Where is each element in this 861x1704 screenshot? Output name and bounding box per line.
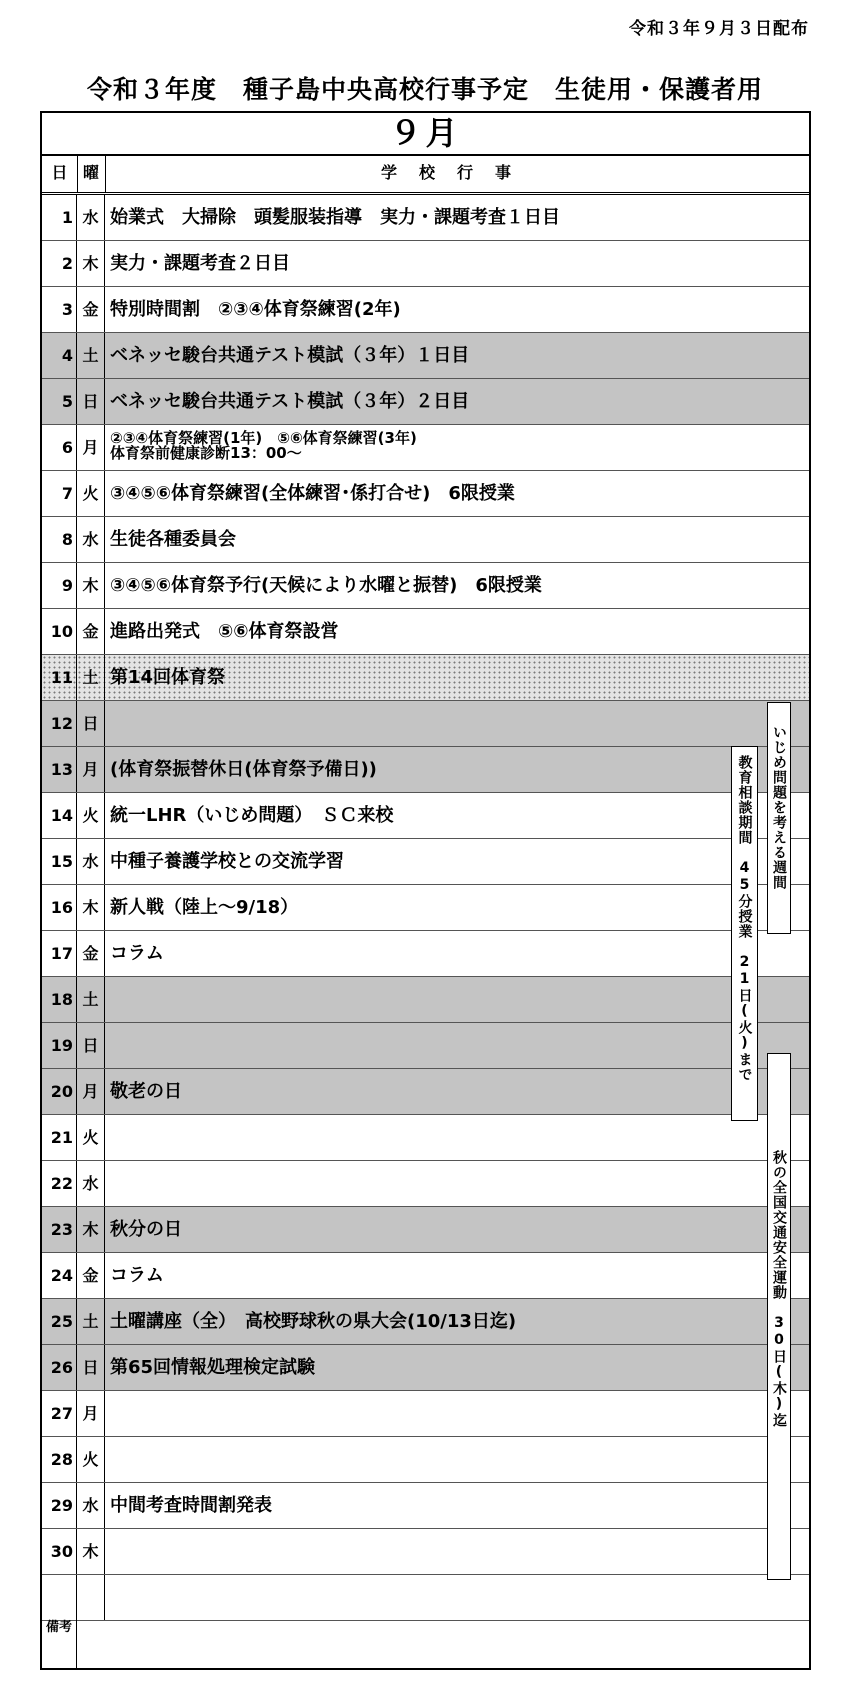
row-event: 新人戦（陸上～9/18） — [110, 897, 299, 918]
row-weekday: 水 — [77, 517, 105, 562]
period-counseling: 教育相談期間 45分授業 21日(火)まで — [731, 746, 758, 1121]
row-event: 秋分の日 — [110, 1219, 182, 1240]
row-event: 敬老の日 — [110, 1081, 182, 1102]
table-row — [42, 287, 809, 333]
table-row — [42, 1207, 809, 1253]
row-event: 生徒各種委員会 — [110, 529, 236, 550]
row-weekday: 水 — [77, 195, 105, 240]
row-day: 12 — [42, 701, 77, 746]
period-anti-bullying-week: いじめ問題を考える週間 — [767, 702, 791, 934]
row-weekday: 日 — [77, 1345, 105, 1390]
row-day: 20 — [42, 1069, 77, 1114]
row-day: 19 — [42, 1023, 77, 1068]
table-row — [42, 1253, 809, 1299]
row-event — [110, 1023, 805, 1068]
header-day: 日 — [42, 154, 78, 192]
row-event: 進路出発式 ⑤⑥体育祭設営 — [110, 621, 339, 642]
row-event: ベネッセ駿台共通テスト模試（３年）２日目 — [110, 391, 470, 412]
row-weekday: 金 — [77, 287, 105, 332]
table-header — [42, 154, 809, 195]
row-weekday: 火 — [77, 1437, 105, 1482]
table-row — [42, 609, 809, 655]
row-day: 4 — [42, 333, 77, 378]
row-weekday: 土 — [77, 1299, 105, 1344]
row-event: 始業式 大掃除 頭髪服装指導 実力・課題考査１日目 — [110, 207, 560, 228]
row-weekday: 金 — [77, 931, 105, 976]
row-weekday: 土 — [77, 655, 105, 700]
distribution-date: 令和３年９月３日配布 — [629, 19, 809, 39]
row-day: 23 — [42, 1207, 77, 1252]
table-row — [42, 379, 809, 425]
row-day: 5 — [42, 379, 77, 424]
row-weekday: 木 — [77, 885, 105, 930]
row-weekday: 月 — [77, 1069, 105, 1114]
table-row — [42, 1529, 809, 1575]
row-weekday: 木 — [77, 241, 105, 286]
row-event: ベネッセ駿台共通テスト模試（３年）１日目 — [110, 345, 470, 366]
row-event: 第65回情報処理検定試験 — [110, 1357, 316, 1378]
row-weekday: 木 — [77, 1207, 105, 1252]
row-day: 8 — [42, 517, 77, 562]
row-day: 6 — [42, 425, 77, 470]
table-row — [42, 1345, 809, 1391]
row-event-line2: 体育祭前健康診断13：00～ — [110, 444, 302, 462]
row-day: 21 — [42, 1115, 77, 1160]
row-day: 22 — [42, 1161, 77, 1206]
table-row — [42, 195, 809, 241]
row-weekday: 木 — [77, 563, 105, 608]
table-row — [42, 1023, 809, 1069]
row-event: 土曜講座（全） 高校野球秋の県大会(10/13日迄) — [110, 1311, 517, 1332]
row-weekday: 日 — [77, 1023, 105, 1068]
table-row — [42, 931, 809, 977]
table-row — [42, 1391, 809, 1437]
row-weekday: 木 — [77, 1529, 105, 1574]
header-weekday: 曜 — [77, 154, 106, 192]
row-event — [110, 1391, 805, 1436]
table-row — [42, 241, 809, 287]
table-row — [42, 517, 809, 563]
row-event — [110, 1437, 805, 1482]
row-day: 15 — [42, 839, 77, 884]
row-day: 24 — [42, 1253, 77, 1298]
table-row — [42, 333, 809, 379]
row-weekday: 水 — [77, 1483, 105, 1528]
row-event — [110, 1529, 805, 1574]
row-event: 第14回体育祭 — [110, 667, 226, 688]
table-row — [42, 655, 809, 701]
table-row — [42, 977, 809, 1023]
table-row — [42, 747, 809, 793]
table-row — [42, 425, 809, 471]
row-weekday: 火 — [77, 1115, 105, 1160]
row-day: 10 — [42, 609, 77, 654]
row-day: 18 — [42, 977, 77, 1022]
row-day: 1 — [42, 195, 77, 240]
document-title: 令和３年度 種子島中央高校行事予定 生徒用・保護者用 — [86, 75, 763, 104]
row-day: 14 — [42, 793, 77, 838]
row-day: 17 — [42, 931, 77, 976]
table-row — [42, 1437, 809, 1483]
row-weekday: 月 — [77, 1391, 105, 1436]
table-row — [42, 839, 809, 885]
remarks-label: 備考 — [42, 1608, 77, 1668]
table-row — [42, 471, 809, 517]
table-row — [42, 1483, 809, 1529]
table-row — [42, 1299, 809, 1345]
row-event: ③④⑤⑥体育祭予行(天候により水曜と振替) 6限授業 — [110, 575, 542, 596]
row-weekday: 土 — [77, 977, 105, 1022]
row-weekday: 火 — [77, 471, 105, 516]
row-day: 30 — [42, 1529, 77, 1574]
row-day: 13 — [42, 747, 77, 792]
remarks-row — [42, 1608, 809, 1668]
row-event — [110, 977, 805, 1022]
month-title: ９月 — [42, 113, 809, 156]
row-weekday: 火 — [77, 793, 105, 838]
row-day: 28 — [42, 1437, 77, 1482]
row-day: 2 — [42, 241, 77, 286]
row-day: 26 — [42, 1345, 77, 1390]
row-weekday: 月 — [77, 747, 105, 792]
row-event: コラム — [110, 1265, 164, 1286]
table-row — [42, 1069, 809, 1115]
row-event: ③④⑤⑥体育祭練習(全体練習･係打合せ) 6限授業 — [110, 483, 515, 504]
row-event — [110, 425, 805, 470]
row-weekday: 土 — [77, 333, 105, 378]
row-event: (体育祭振替休日(体育祭予備日)) — [110, 759, 377, 780]
table-row — [42, 701, 809, 747]
row-day: 27 — [42, 1391, 77, 1436]
table-row — [42, 1115, 809, 1161]
row-event — [110, 701, 805, 746]
row-weekday: 日 — [77, 379, 105, 424]
row-day: 9 — [42, 563, 77, 608]
row-event: 中種子養護学校との交流学習 — [110, 851, 344, 872]
table-row — [42, 885, 809, 931]
row-day: 16 — [42, 885, 77, 930]
table-row — [42, 1161, 809, 1207]
row-weekday: 月 — [77, 425, 105, 470]
row-day: 29 — [42, 1483, 77, 1528]
row-event: 特別時間割 ②③④体育祭練習(2年) — [110, 299, 401, 320]
row-day: 7 — [42, 471, 77, 516]
row-weekday: 金 — [77, 609, 105, 654]
table-row — [42, 793, 809, 839]
row-weekday: 水 — [77, 1161, 105, 1206]
period-traffic-safety: 秋の全国交通安全運動 30日(木)迄 — [767, 1053, 791, 1580]
table-row — [42, 563, 809, 609]
row-weekday: 日 — [77, 701, 105, 746]
row-event-line1: ②③④体育祭練習(1年) ⑤⑥体育祭練習(3年) — [110, 429, 417, 447]
row-weekday: 水 — [77, 839, 105, 884]
row-day: 25 — [42, 1299, 77, 1344]
row-weekday: 金 — [77, 1253, 105, 1298]
row-event — [110, 1115, 805, 1160]
header-events: 学校行事 — [380, 163, 533, 182]
row-event — [110, 1161, 805, 1206]
schedule-table — [40, 111, 811, 1670]
row-event: 統一LHR（いじめ問題） ＳＣ来校 — [110, 805, 394, 826]
row-event: 実力・課題考査２日目 — [110, 253, 290, 274]
row-day: 11 — [42, 655, 77, 700]
row-event: 中間考査時間割発表 — [110, 1495, 272, 1516]
row-event: コラム — [110, 943, 164, 964]
row-day: 3 — [42, 287, 77, 332]
